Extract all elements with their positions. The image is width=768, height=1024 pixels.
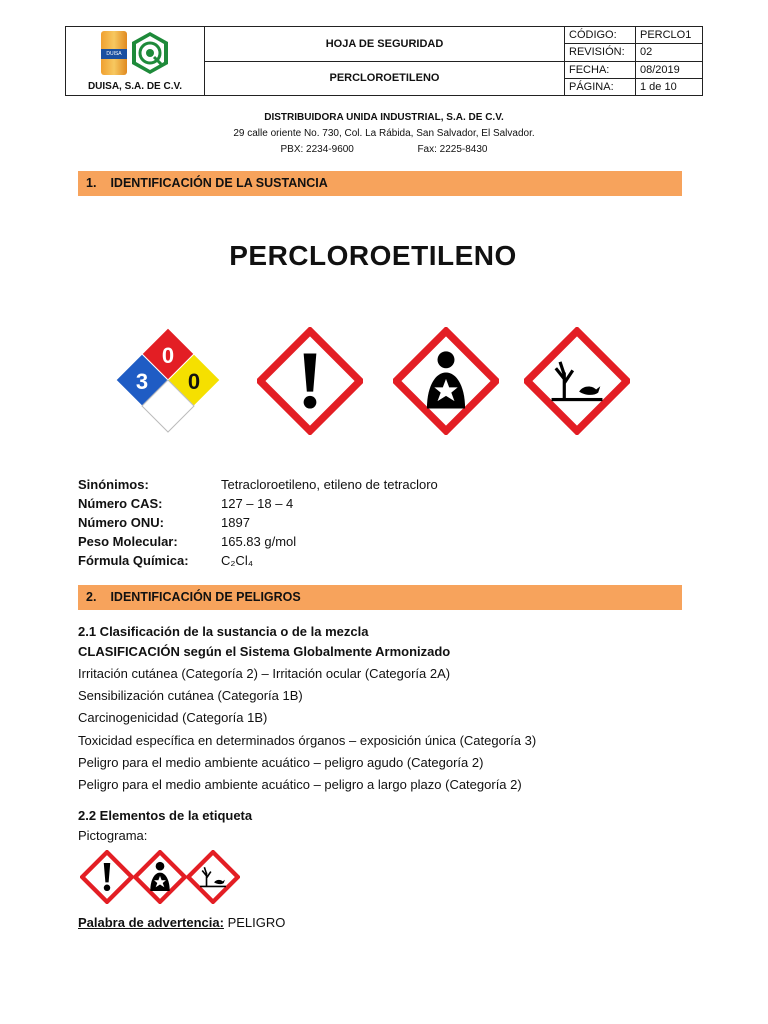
address-phones [0, 144, 768, 155]
hazard-item: Carcinogenicidad (Categoría 1B) [78, 710, 268, 725]
nfpa-health: 3 [135, 369, 149, 394]
signal-word-label: Palabra de advertencia: [78, 915, 224, 930]
classification-system: CLASIFICACIÓN según el Sistema Globalmente Armonizado [78, 644, 451, 659]
classification-subtitle: 2.1 Clasificación de la sustancia o de la mezcla [78, 624, 369, 639]
nfpa-diamond-icon [115, 327, 221, 433]
quality-q-logo-icon [130, 31, 170, 75]
meta-value: 08/2019 [636, 61, 703, 78]
meta-value: 1 de 10 [636, 78, 703, 95]
section-1-header: 1. IDENTIFICACIÓN DE LA SUSTANCIA [78, 171, 682, 196]
nfpa-fire: 0 [161, 343, 175, 368]
meta-key: REVISIÓN: [565, 44, 636, 61]
meta-key: FECHA: [565, 61, 636, 78]
address-street: 29 calle oriente No. 730, Col. La Rábida, San Salvador, El Salvador. [233, 128, 535, 139]
id-value: 1897 [221, 515, 250, 530]
hazard-item: Peligro para el medio ambiente acuático – peligro agudo (Categoría 2) [78, 755, 484, 770]
nfpa-reactivity: 0 [187, 369, 201, 394]
fax: Fax: 2225-8430 [417, 144, 488, 155]
signal-word: PELIGRO [227, 915, 286, 930]
exclamation-mark-icon [257, 327, 363, 435]
product-name: PERCLOROETILENO [205, 61, 565, 96]
id-label: Peso Molecular: [78, 534, 178, 549]
id-label: Sinónimos: [78, 477, 149, 492]
id-value: Tetracloroetileno, etileno de tetracloro [221, 477, 438, 492]
meta-key: PÁGINA: [565, 78, 636, 95]
id-label: Número ONU: [78, 515, 164, 530]
exclamation-mark-small-icon [80, 850, 134, 904]
id-value: 165.83 g/mol [221, 534, 297, 549]
id-label: Número CAS: [78, 496, 163, 511]
label-elements-subtitle: 2.2 Elementos de la etiqueta [78, 808, 253, 823]
id-label: Fórmula Química: [78, 553, 189, 568]
drum-logo-label: DUISA [101, 49, 127, 59]
pbx: PBX: 2234-9600 [280, 144, 354, 155]
doc-title: HOJA DE SEGURIDAD [205, 27, 565, 62]
environment-hazard-small-icon [186, 850, 240, 904]
hazard-item: Peligro para el medio ambiente acuático – peligro a largo plazo (Categoría 2) [78, 777, 522, 792]
health-hazard-small-icon [133, 850, 187, 904]
main-title: PERCLOROETILENO [229, 240, 517, 271]
company-logo-cell [66, 27, 205, 96]
health-hazard-icon [393, 327, 499, 435]
section-2-header: 2. IDENTIFICACIÓN DE PELIGROS [78, 585, 682, 610]
hazard-item: Toxicidad específica en determinados órganos – exposición única (Categoría 3) [78, 733, 537, 748]
environment-hazard-icon [524, 327, 630, 435]
id-value: C₂Cl₄ [221, 553, 254, 568]
id-value: 127 – 18 – 4 [221, 496, 294, 511]
hazard-item: Sensibilización cutánea (Categoría 1B) [78, 688, 303, 703]
meta-value: PERCLO1 [636, 27, 703, 44]
document-header [65, 26, 703, 96]
address-name: DISTRIBUIDORA UNIDA INDUSTRIAL, S.A. DE C.V. [264, 112, 504, 123]
signal-word-row [78, 915, 285, 930]
meta-value: 02 [636, 44, 703, 61]
company-logo [70, 29, 200, 81]
company-name: DUISA, S.A. DE C.V. [87, 81, 183, 92]
hazard-item: Irritación cutánea (Categoría 2) – Irritación ocular (Categoría 2A) [78, 666, 451, 681]
pictogram-label: Pictograma: [78, 828, 148, 843]
meta-key: CÓDIGO: [565, 27, 636, 44]
